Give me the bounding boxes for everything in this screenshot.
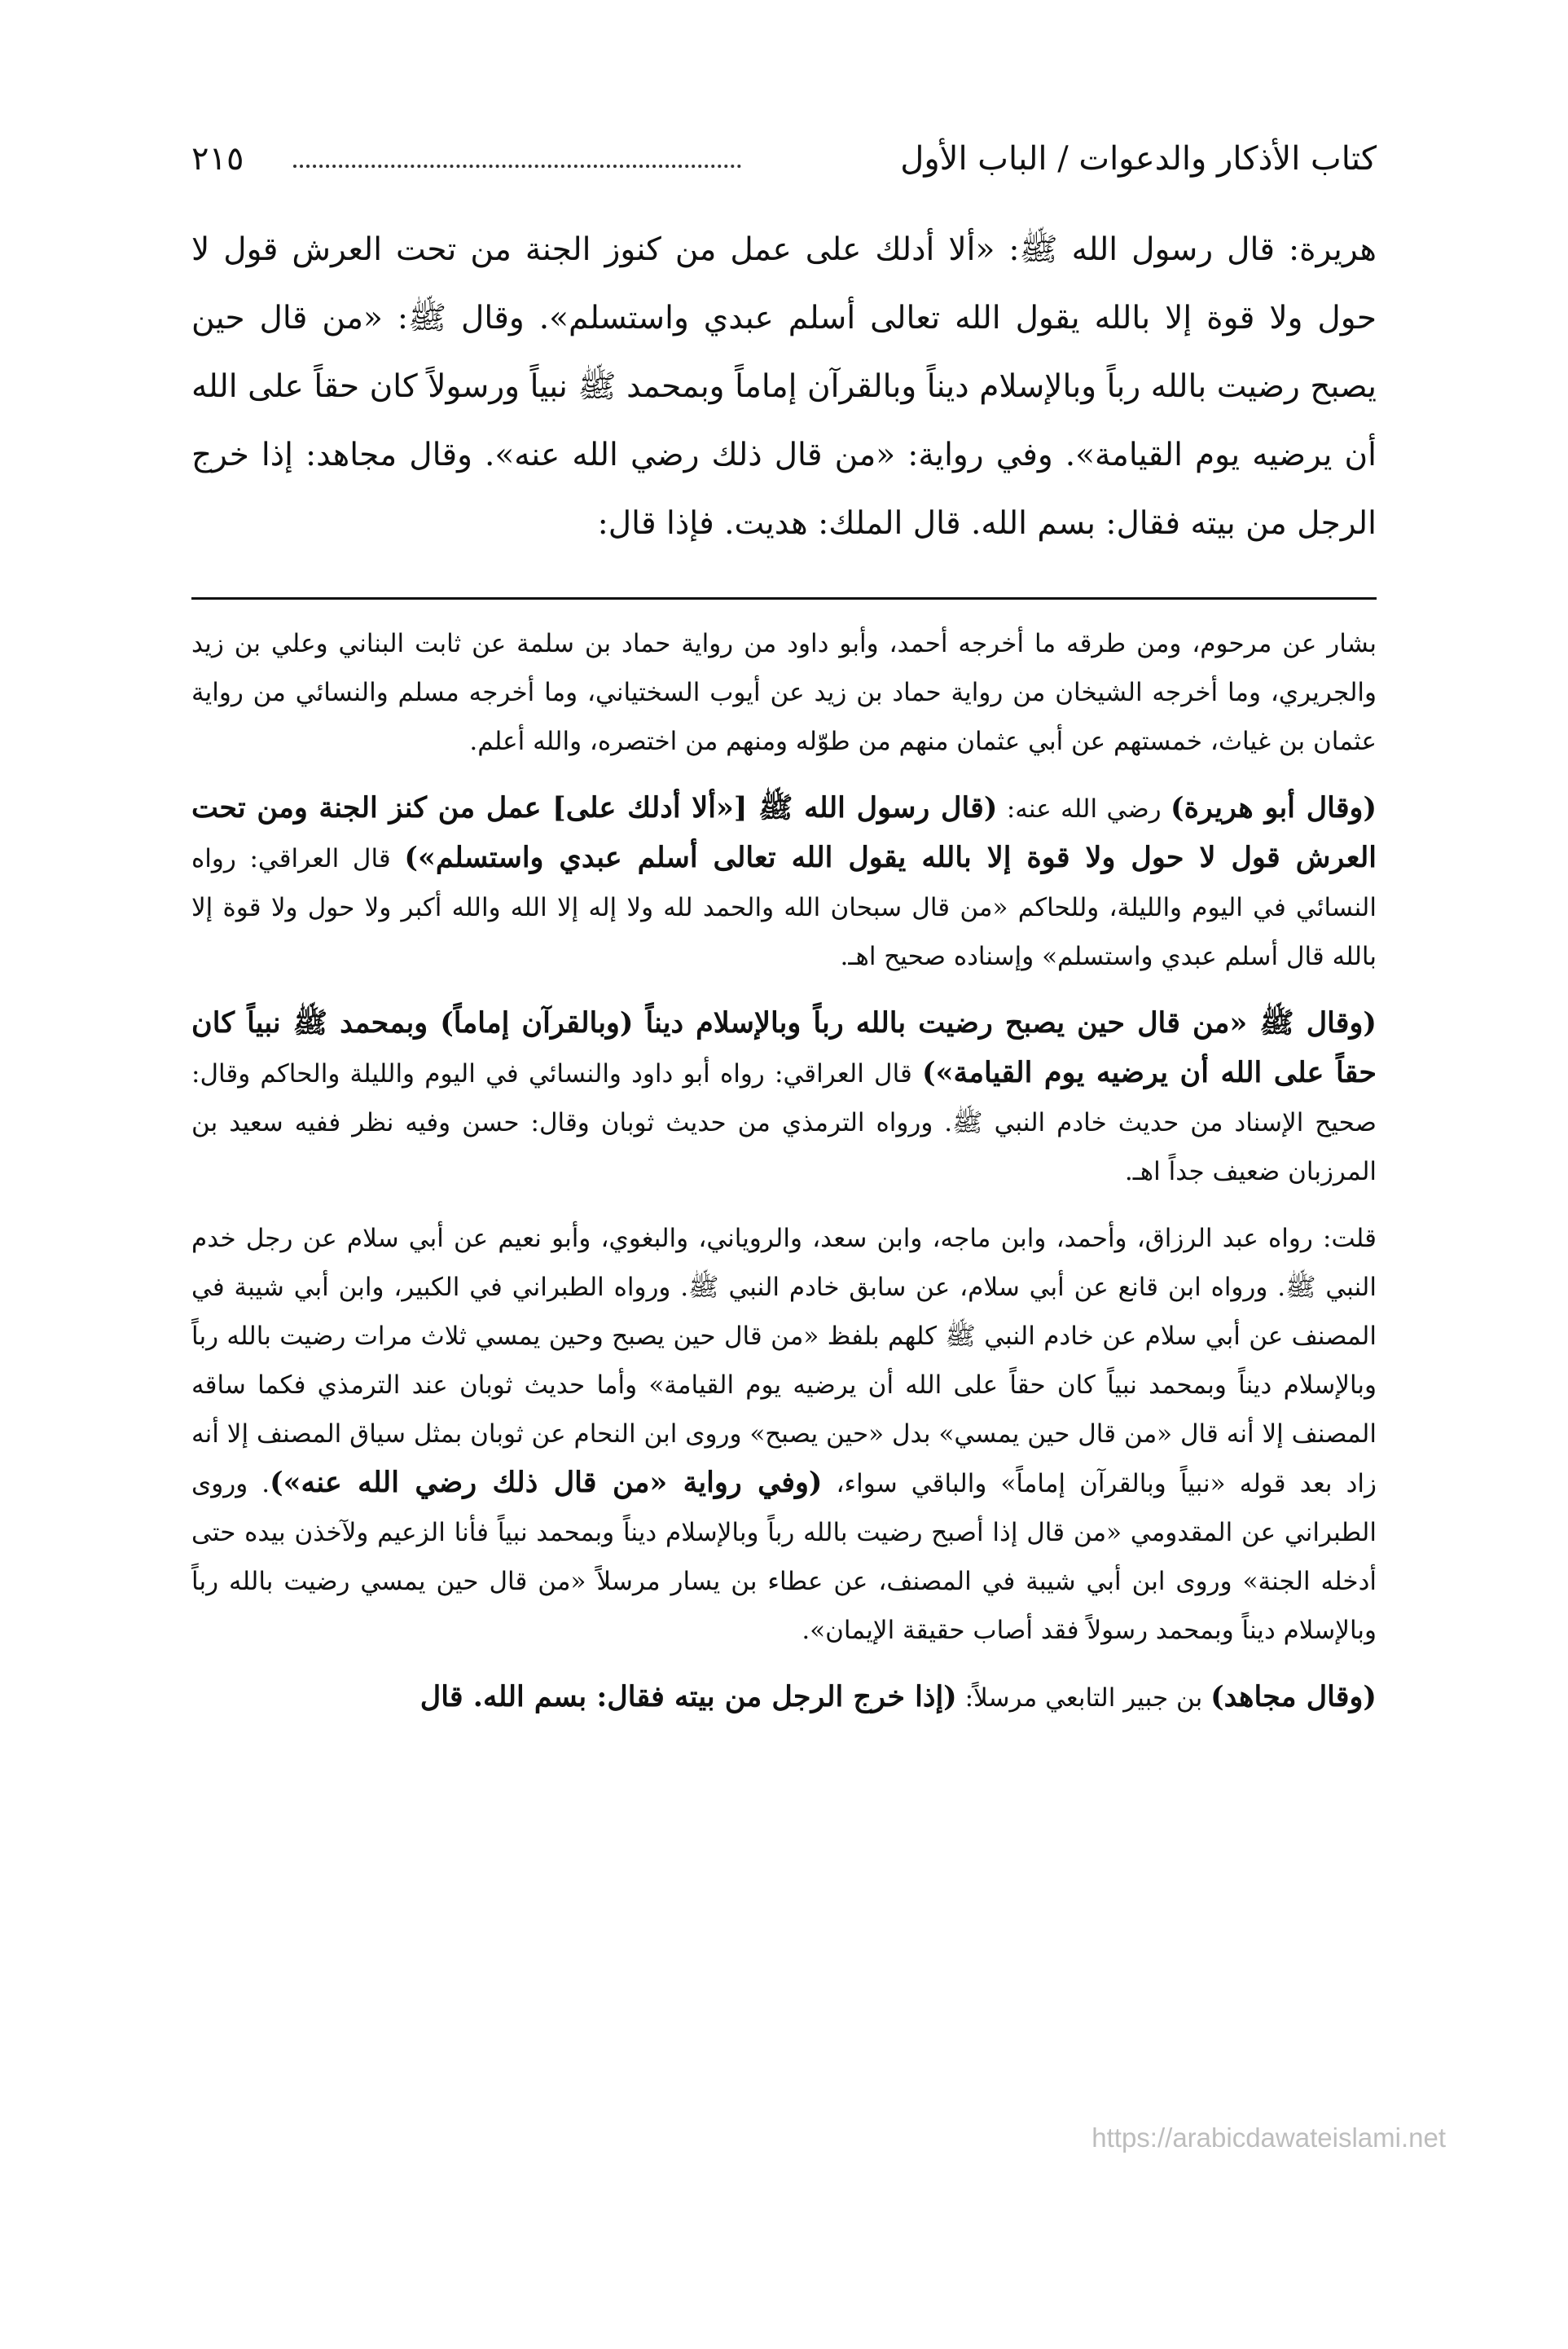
- main-text: [191, 216, 1377, 558]
- commentary-paragraph-3: [191, 999, 1377, 1196]
- main-paragraph: هريرة: قال رسول الله ﷺ: «ألا أدلك على عمل من كنوز الجنة من تحت العرش قول لا حول ولا قوة إلا بالله يقول الله تعالى أسلم عبدي واستسلم». وقال ﷺ: «من قال حين يصبح رضيت بالله رباً وبالإسلام ديناً وبالقرآن إماماً وبمحمد ﷺ نبياً ورسولاً كان حقاً على الله أن يرضيه يوم القيامة». وفي رواية: «من قال ذلك رضي الله عنه». وقال مجاهد: إذا خرج الرجل من بيته فقال: بسم الله. قال الملك: هديت. فإذا قال:: [191, 231, 1377, 542]
- commentary-text: رضي الله عنه:: [1006, 794, 1162, 824]
- page-header: [191, 130, 1377, 187]
- header-dot-leader: [293, 165, 741, 168]
- commentary-text: . وروى الطبراني عن المقدومي «من قال إذا أصبح رضيت بالله رباً وبالإسلام ديناً وبمحمد نبياً فأنا الزعيم ولآخذن بيده حتى أدخله الجنة» وروى ابن أبي شيبة في المصنف، عن عطاء بن يسار مرسلاً «من قال حين يمسي رضيت بالله رباً وبالإسلام ديناً وبمحمد رسولاً فقد أصاب حقيقة الإيمان».: [191, 1469, 1377, 1645]
- commentary-paragraph-1: بشار عن مرحوم، ومن طرقه ما أخرجه أحمد، وأبو داود من رواية حماد بن سلمة عن ثابت البناني وعلي بن زيد والجريري، وما أخرجه الشيخان من رواية حماد بن زيد عن أيوب السختياني، وما أخرجه مسلم والنسائي من رواية عثمان بن غياث، خمستهم عن أبي عثمان منهم من طوّله ومنهم من اختصره، والله أعلم.: [191, 629, 1377, 756]
- commentary: [191, 619, 1377, 1740]
- quoted-text: (وقال ﷺ «من قال حين يصبح رضيت بالله رباً وبالإسلام ديناً (وبالقرآن إماماً) وبمحمد ﷺ نبياً كان حقاً على الله أن يرضيه يوم القيامة»): [191, 1006, 1377, 1089]
- running-title: كتاب الأذكار والدعوات / الباب الأول: [900, 140, 1377, 178]
- quoted-text: (وقال مجاهد): [1210, 1680, 1377, 1713]
- commentary-text: بن جبير التابعي مرسلاً:: [964, 1683, 1203, 1713]
- commentary-text: قلت: رواه عبد الرزاق، وأحمد، وابن ماجه، وابن سعد، والروياني، والبغوي، وأبو نعيم عن أبي سلام عن رجل خدم النبي ﷺ. ورواه ابن قانع عن أبي سلام، عن سابق خادم النبي ﷺ. ورواه الطبراني في الكبير، وابن أبي شيبة في المصنف عن أبي سلام عن خادم النبي ﷺ كلهم بلفظ «من قال حين يصبح وحين يمسي ثلاث مرات رضيت بالله رباً وبالإسلام ديناً وبمحمد نبياً كان حقاً على الله أن يرضيه يوم القيامة» وأما حديث ثوبان عند الترمذي فكما ساقه المصنف إلا أنه قال «من قال حين يمسي» بدل «حين يصبح» وروى ابن النحام عن ثوبان بمثل سياق المصنف إلا أنه زاد بعد قوله «نبياً وبالقرآن إماماً» والباقي سواء،: [191, 1224, 1377, 1498]
- commentary-paragraph-2: [191, 784, 1377, 981]
- commentary-text: قال العراقي: رواه النسائي في اليوم والليلة، وللحاكم «من قال سبحان الله والحمد لله ولا إله إلا الله والله أكبر ولا حول ولا قوة إلا بالله قال أسلم عبدي واستسلم» وإسناده صحيح اهـ.: [191, 844, 1377, 971]
- quoted-text: (وفي رواية «من قال ذلك رضي الله عنه»): [270, 1466, 823, 1499]
- quoted-text: (قال رسول الله ﷺ [«ألا أدلك على] عمل من كنز الجنة ومن تحت العرش قول لا حول ولا قوة إلا بالله يقول الله تعالى أسلم عبدي واستسلم»): [191, 791, 1377, 874]
- quoted-text: (إذا خرج الرجل من بيته فقال: بسم الله. قال: [419, 1680, 957, 1713]
- commentary-text: قال العراقي: رواه أبو داود والنسائي في اليوم والليلة والحاكم وقال: صحيح الإسناد من حديث خادم النبي ﷺ. ورواه الترمذي من حديث ثوبان وقال: حسن وفيه نظر ففيه سعيد بن المرزبان ضعيف جداً اهـ.: [191, 1059, 1377, 1186]
- footnote-separator: [191, 597, 1377, 600]
- page-number: ٢١٥: [191, 140, 244, 178]
- quoted-text: (وقال أبو هريرة): [1171, 791, 1377, 825]
- commentary-paragraph-4: [191, 1214, 1377, 1655]
- commentary-paragraph-5: [191, 1673, 1377, 1722]
- watermark-url: https://arabicdawateislami.net: [1091, 2122, 1446, 2153]
